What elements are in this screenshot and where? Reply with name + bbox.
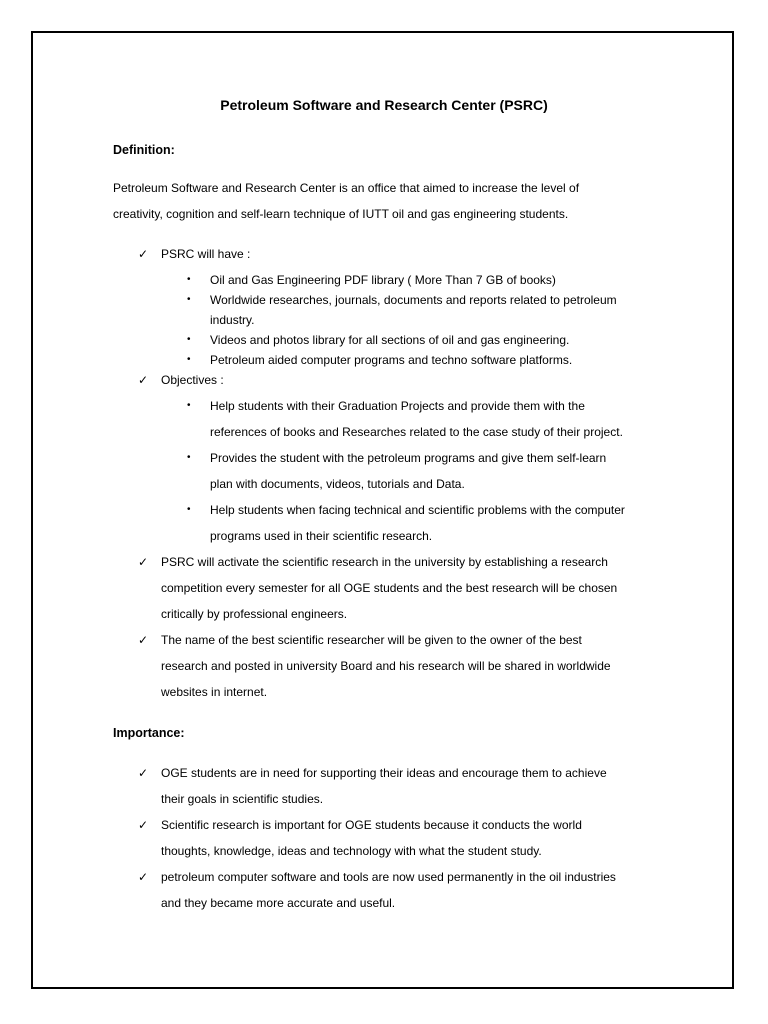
checkmark-icon: ✓ [138,373,149,387]
bullet-icon: • [187,294,191,305]
checkmark-icon: ✓ [138,555,149,569]
text-line: creativity, cognition and self-learn technique of IUTT oil and gas engineering students. [113,207,569,221]
text-line: programs used in their scientific research. [210,529,433,543]
text-line: and they became more accurate and useful. [161,896,396,910]
text-line: Videos and photos library for all sections of oil and gas engineering. [210,333,570,347]
list-item-label: Objectives : [161,373,224,387]
text-line: petroleum computer software and tools are now used permanently in the oil industries [161,870,616,884]
text-line: thoughts, knowledge, ideas and technology with what the student study. [161,844,542,858]
bullet-icon: • [187,354,191,365]
importance-heading: Importance: [113,726,185,740]
text-line: their goals in scientific studies. [161,792,324,806]
text-line: Help students when facing technical and scientific problems with the computer [210,503,625,517]
checkmark-icon: ✓ [138,766,149,780]
bullet-icon: • [187,334,191,345]
text-line: Help students with their Graduation Projects and provide them with the [210,399,585,413]
text-line: The name of the best scientific researcher will be given to the owner of the best [161,633,582,647]
checkmark-icon: ✓ [138,818,149,832]
text-line: Provides the student with the petroleum programs and give them self-learn [210,451,607,465]
checkmark-icon: ✓ [138,247,149,261]
text-line: Petroleum aided computer programs and techno software platforms. [210,353,573,367]
bullet-icon: • [187,274,191,285]
bullet-icon: • [187,452,191,463]
text-line: websites in internet. [161,685,268,699]
bullet-icon: • [187,400,191,411]
text-line: Worldwide researches, journals, documents and reports related to petroleum [210,293,617,307]
list-item-label: PSRC will have : [161,247,251,261]
checkmark-icon: ✓ [138,870,149,884]
document-title: Petroleum Software and Research Center (PSRC) [220,97,548,113]
checkmark-icon: ✓ [138,633,149,647]
text-line: PSRC will activate the scientific research in the university by establishing a research [161,555,608,569]
definition-heading: Definition: [113,143,175,157]
text-line: Oil and Gas Engineering PDF library ( More Than 7 GB of books) [210,273,556,287]
text-line: research and posted in university Board and his research will be shared in worldwide [161,659,611,673]
text-line: references of books and Researches related to the case study of their project. [210,425,623,439]
text-line: plan with documents, videos, tutorials and Data. [210,477,465,491]
text-line: industry. [210,313,255,327]
definition-paragraph [113,175,673,227]
text-line: critically by professional engineers. [161,607,348,621]
bullet-icon: • [187,504,191,515]
text-line: competition every semester for all OGE students and the best research will be chosen [161,581,618,595]
text-line: Scientific research is important for OGE students because it conducts the world [161,818,582,832]
text-line: OGE students are in need for supporting their ideas and encourage them to achieve [161,766,607,780]
text-line: Petroleum Software and Research Center is an office that aimed to increase the level of [113,181,580,195]
